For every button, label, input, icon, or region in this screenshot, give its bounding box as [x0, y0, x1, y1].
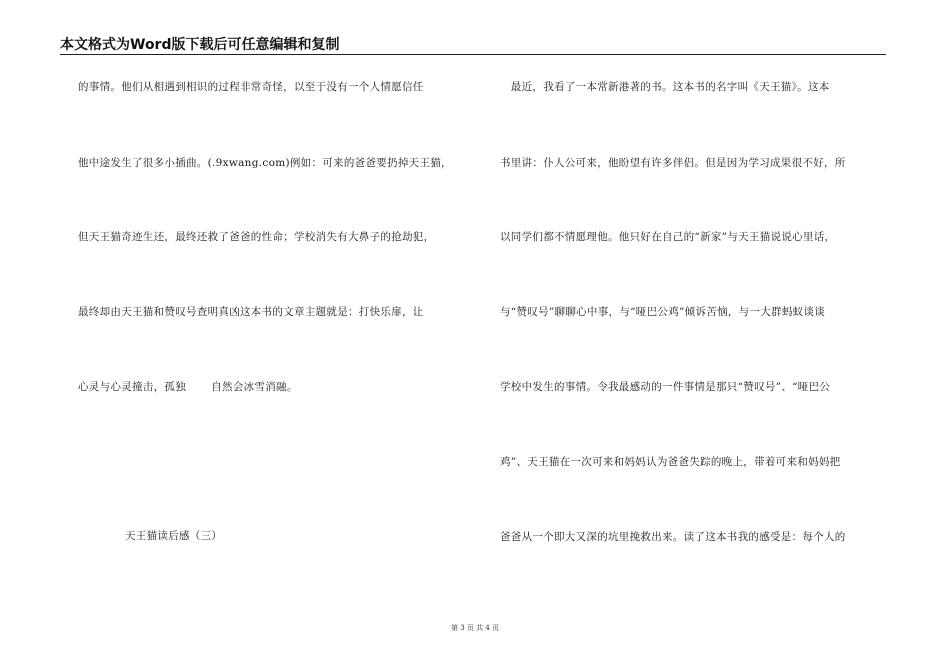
left-line-3: 但天王猫奇迹生还，最终还救了爸爸的性命；学校消失有大鼻子的抢劫犯，	[78, 231, 435, 243]
left-line-2: 他中途发生了很多小插曲。(.9xwang.com)例如：可来的爸爸要扔掉天王猫，	[78, 157, 452, 169]
right-line-4: 与“赞叹号”聊聊心中事，与“哑巴公鸡”倾诉苦恼，与一大群蚂蚁谈谈	[500, 306, 826, 318]
header-title: 本文格式为Word版下载后可任意编辑和复制	[60, 37, 340, 53]
right-line-2: 书里讲：仆人公可来，他盼望有许多伴侣。但是因为学习成果很不好，所	[500, 157, 846, 169]
right-line-1: 最近，我看了一本常新港著的书。这本书的名字叫《天王猫》。这本	[500, 81, 830, 93]
right-line-6: 鸡”、天王猫在一次可来和妈妈认为爸爸失踪的晚上，带着可来和妈妈把	[500, 456, 841, 468]
page-header	[60, 32, 886, 55]
right-line-3: 以同学们都不情愿理他。他只好在自己的“新家”与天王猫说说心里话，	[500, 231, 836, 243]
section-heading: 天王猫读后感（三）	[125, 530, 223, 542]
right-line-7: 爸爸从一个即大又深的坑里挽救出来。读了这本书我的感受是：每个人的	[500, 531, 846, 543]
left-line-5: 心灵与心灵撞击，孤独 自然会冰雪消融。	[78, 381, 298, 393]
right-line-5: 学校中发生的事情。令我最感动的一件事情是那只“赞叹号”、“哑巴公	[500, 381, 831, 393]
page-number: 第 3 页 共 4 页	[450, 624, 500, 632]
left-line-1: 的事情。他们从相遇到相识的过程非常奇怪，以至于没有一个人情愿信任	[78, 81, 424, 93]
left-line-4: 最终却由天王猫和赞叹号查明真凶这本书的文章主题就是：打快乐扉，让	[78, 306, 424, 318]
